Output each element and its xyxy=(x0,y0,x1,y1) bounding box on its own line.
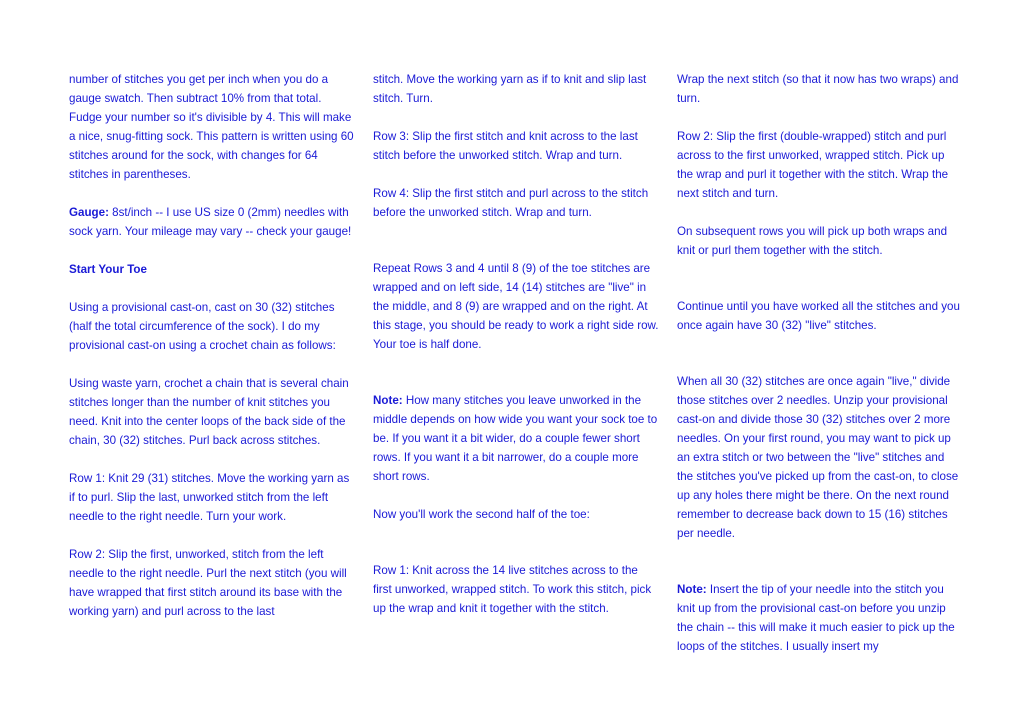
row-1-second-half-paragraph: Row 1: Knit across the 14 live stitches across to the first unworked, wrapped stitch. To work this stitch, pick up the wrap and knit it together with the stitch. xyxy=(373,564,652,615)
note-label: Note: xyxy=(373,394,403,407)
row-1-paragraph: Row 1: Knit 29 (31) stitches. Move the working yarn as if to purl. Slip the last, unworked stitch from the left needle to the right needle. Turn your work. xyxy=(69,472,350,523)
continue-paragraph: Continue until you have worked all the stitches and you once again have 30 (32) "live" stitches. xyxy=(677,300,960,332)
section-heading: Start Your Toe xyxy=(69,263,147,276)
row-3-paragraph: Row 3: Slip the first stitch and knit across to the last stitch before the unworked stitch. Wrap and turn. xyxy=(373,130,638,162)
cast-on-paragraph: Using a provisional cast-on, cast on 30 (32) stitches (half the total circumference of the sock). I do my provisional cast-on using a crochet chain as follows: xyxy=(69,301,336,352)
second-half-paragraph: Now you'll work the second half of the toe: xyxy=(373,508,590,521)
row-1-continued-paragraph: Wrap the next stitch (so that it now has two wraps) and turn. xyxy=(677,73,959,105)
row-2-paragraph: Row 2: Slip the first, unworked, stitch from the left needle to the right needle. Purl the next stitch (you will have wrapped that first stitch around its base with the working yarn) and purl across to the last xyxy=(69,548,347,618)
note-paragraph xyxy=(373,391,659,486)
text-column-3 xyxy=(677,70,963,656)
subsequent-rows-paragraph: On subsequent rows you will pick up both wraps and knit or purl them together with the stitch. xyxy=(677,225,948,257)
note-text-2: Insert the tip of your needle into the stitch you knit up from the provisional cast-on before you unzip the chain -- this will make it much easier to pick up the loops of the stitches. I usually insert my xyxy=(677,583,955,653)
row-2-second-half-paragraph: Row 2: Slip the first (double-wrapped) stitch and purl across to the first unworked, wrapped stitch. Pick up the wrap and purl it together with the stitch. Wrap the next stitch and turn. xyxy=(677,130,949,200)
row-2-continued-paragraph: stitch. Move the working yarn as if to knit and slip last stitch. Turn. xyxy=(373,73,647,105)
note-label-2: Note: xyxy=(677,583,707,596)
note-paragraph-2 xyxy=(677,580,963,656)
intro-paragraph: number of stitches you get per inch when you do a gauge swatch. Then subtract 10% from that total. Fudge your number so it's divisible by 4. This will make a nice, snug-fitting sock. This pattern is written using 60 stitches around for the sock, with changes for 64 stitches in parentheses. xyxy=(69,73,354,181)
gauge-paragraph xyxy=(69,203,355,241)
when-all-paragraph: When all 30 (32) stitches are once again "live," divide those stitches over 2 needles. Unzip your provisional cast-on and divide those 30 (32) stitches over 2 more needles. On your first round, you may want to pick up an extra stitch or two between the "live" stitches and the stitches you've picked up from the cast-on, to close up any holes there might be there. On the next round remember to decrease back down to 15 (16) stitches per needle. xyxy=(677,375,959,540)
waste-yarn-paragraph: Using waste yarn, crochet a chain that is several chain stitches longer than the number of knit stitches you need. Knit into the center loops of the back side of the chain, 30 (32) stitches. Purl back across stitches. xyxy=(69,377,349,447)
text-column-2 xyxy=(373,70,659,618)
row-4-paragraph: Row 4: Slip the first stitch and purl across to the stitch before the unworked stitch. Wrap and turn. xyxy=(373,187,649,219)
note-text: How many stitches you leave unworked in the middle depends on how wide you want your sock toe to be. If you want it a bit wider, do a couple fewer short rows. If you want it a bit narrower, do a couple more short rows. xyxy=(373,394,658,483)
text-column-1 xyxy=(69,70,355,621)
gauge-text: 8st/inch -- I use US size 0 (2mm) needles with sock yarn. Your mileage may vary -- check your gauge! xyxy=(69,206,352,238)
repeat-paragraph: Repeat Rows 3 and 4 until 8 (9) of the toe stitches are wrapped and on left side, 14 (14) stitches are "live" in the middle, and 8 (9) are wrapped and on the right. At this stage, you should be ready to work a right side row. Your toe is half done. xyxy=(373,262,659,351)
gauge-label: Gauge: xyxy=(69,206,109,219)
